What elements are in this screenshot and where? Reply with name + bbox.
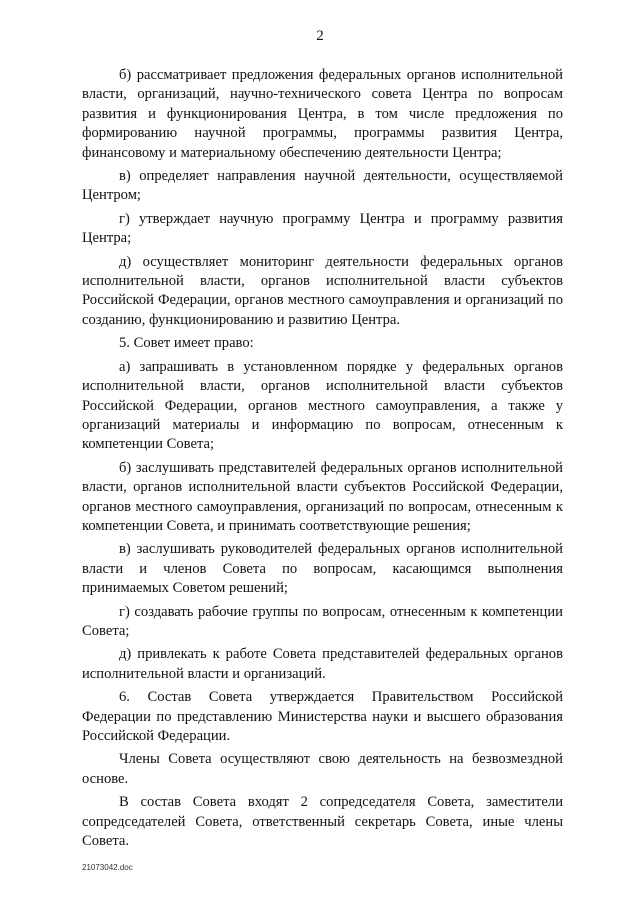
paragraph-5a: а) запрашивать в установленном порядке у федеральных органов исполнительной власти, органов исполнительной власти субъектов Российской Федерации, органов местного самоуправления, а также у организаций материалы и информацию по вопросам, отнесенным к компетенции Совета; [82, 358, 563, 453]
section-5-heading: 5. Совет имеет право: [119, 335, 254, 352]
paragraph-members-unpaid: Члены Совета осуществляют свою деятельность на безвозмездной основе. [82, 751, 563, 787]
document-body [82, 66, 563, 851]
paragraph-1d: д) осуществляет мониторинг деятельности федеральных органов исполнительной власти, органов исполнительной власти субъектов Российской Федерации, органов местного самоуправления и организаций по созданию, функционированию и развитию Центра. [82, 253, 563, 328]
page-number: 2 [316, 28, 324, 44]
paragraph-1v: в) определяет направления научной деятельности, осуществляемой Центром; [82, 168, 563, 204]
paragraph-1g: г) утверждает научную программу Центра и программу развития Центра; [82, 210, 563, 247]
paragraph-5d: д) привлекать к работе Совета представителей федеральных органов исполнительной власти и организаций. [82, 646, 563, 682]
paragraph-5v: в) заслушивать руководителей федеральных органов исполнительной власти и членов Совета по вопросам, касающимся выполнения принимаемых Советом решений; [82, 541, 563, 597]
footer-file-code: 21073042.doc [82, 863, 133, 872]
paragraph-5b: б) заслушивать представителей федеральных органов исполнительной власти, органов исполнительной власти субъектов Российской Федерации, органов местного самоуправления, организаций по вопросам, отнесенным к компетенции Совета, и принимать соответствующие решения; [82, 459, 563, 534]
paragraph-1b: б) рассматривает предложения федеральных органов исполнительной власти, организаций, научно-технического совета Центра по вопросам развития и функционирования Центра, в том числе предложения по формированию научной программы, программы развития Центра, финансовому и материальному обеспечению деятельности Центра; [82, 67, 563, 161]
section-6: 6. Состав Совета утверждается Правительством Российской Федерации по представлению Министерства науки и высшего образования Российской Федерации. [82, 689, 563, 744]
paragraph-council-composition: В состав Совета входят 2 сопредседателя Совета, заместители сопредседателей Совета, ответственный секретарь Совета, иные члены Совета. [82, 794, 563, 850]
paragraph-5g: г) создавать рабочие группы по вопросам, отнесенным к компетенции Совета; [82, 603, 563, 639]
